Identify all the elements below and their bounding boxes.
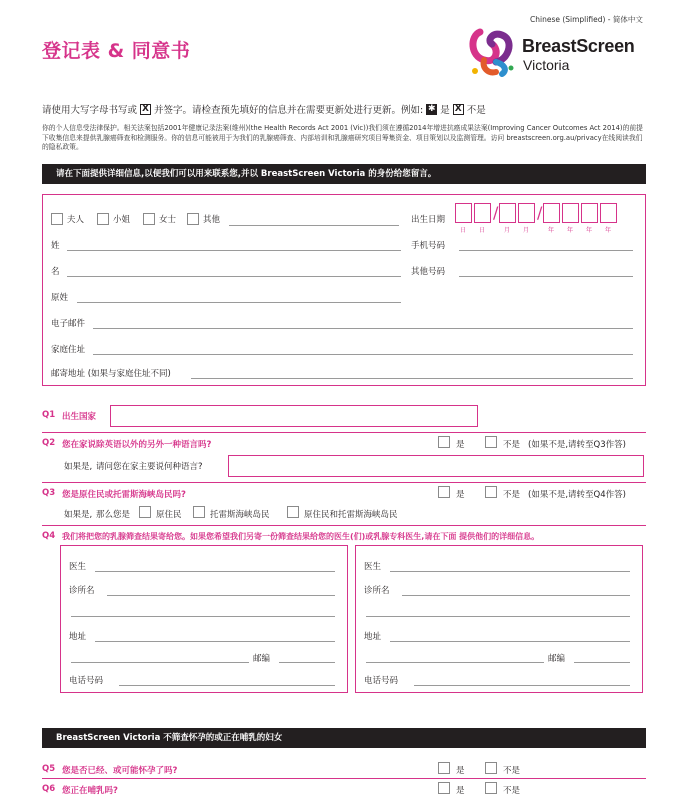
q2-no-note: (如果不是,请转至Q3作答) xyxy=(528,440,626,450)
postcode1-field[interactable] xyxy=(279,662,335,663)
torres-strait-label: 托雷斯海峡岛民 xyxy=(210,510,270,520)
q3-no-label: 不是 xyxy=(503,490,521,500)
q2-text: 您在家说除英语以外的另外一种语言吗? xyxy=(62,440,212,450)
aboriginal-checkbox[interactable] xyxy=(139,506,151,518)
dob-year3[interactable] xyxy=(581,203,598,223)
home-language-input[interactable] xyxy=(228,455,644,477)
q2-no-label: 不是 xyxy=(503,440,521,450)
dob-sublabel: 年 xyxy=(548,227,555,234)
dob-year1[interactable] xyxy=(543,203,560,223)
q2-followup-prefix: 如果是, xyxy=(64,462,93,472)
birth-country-input[interactable] xyxy=(110,405,478,427)
clinic1-field[interactable] xyxy=(107,595,335,596)
q1-text: 出生国家 xyxy=(62,412,97,422)
dob-sublabel: 月 xyxy=(523,227,530,234)
q3-followup-text: 那么您是 xyxy=(96,510,131,520)
dob-sublabel: 日 xyxy=(479,227,486,234)
q4-text: 我们将把您的乳腺筛查结果寄给您。如果您希望我们另寄一份筛查结果给您的医生(们)或乳腺专科医生,请在下面 提供他们的详细信息。 xyxy=(62,532,540,541)
q5-number: Q5 xyxy=(42,764,56,774)
clinic1-field-line2[interactable] xyxy=(71,616,335,617)
title-mrs-checkbox[interactable] xyxy=(51,213,63,225)
q3-followup-prefix: 如果是, xyxy=(64,510,93,520)
both-label: 原住民和托雷斯海峡岛民 xyxy=(304,510,398,520)
phone2-label: 电话号码 xyxy=(364,676,399,686)
divider xyxy=(42,432,646,433)
q3-no-note: (如果不是,请转至Q4作答) xyxy=(528,490,626,500)
phone1-field[interactable] xyxy=(119,685,335,686)
previous-name-field[interactable] xyxy=(77,302,401,303)
postal-address-field[interactable] xyxy=(191,378,633,379)
mobile-label: 手机号码 xyxy=(411,241,446,251)
title-other-line[interactable] xyxy=(229,225,399,226)
dob-year2[interactable] xyxy=(562,203,579,223)
q2-number: Q2 xyxy=(42,438,56,448)
breastscreen-logo-icon xyxy=(466,26,522,78)
q5-text: 您是否已经、或可能怀孕了吗? xyxy=(62,766,178,776)
title-other-label: 其他 xyxy=(203,215,221,225)
other-phone-label: 其他号码 xyxy=(411,267,446,277)
q2-yes-label: 是 xyxy=(456,440,465,450)
q5-no-checkbox[interactable] xyxy=(485,762,497,774)
surname-label: 姓 xyxy=(51,241,60,251)
phone1-label: 电话号码 xyxy=(69,676,104,686)
q5-yes-label: 是 xyxy=(456,766,465,776)
dob-sublabel: 月 xyxy=(504,227,511,234)
instructions-part2: 并签字。请检查预先填好的信息并在需要更新处进行更新。例如: xyxy=(154,105,424,116)
doctor2-label: 医生 xyxy=(364,562,382,572)
q2-no-checkbox[interactable] xyxy=(485,436,497,448)
address1-field[interactable] xyxy=(95,641,335,642)
q6-yes-checkbox[interactable] xyxy=(438,782,450,794)
q5-yes-checkbox[interactable] xyxy=(438,762,450,774)
mobile-field[interactable] xyxy=(459,250,633,251)
q5-no-label: 不是 xyxy=(503,766,521,776)
postcode2-field[interactable] xyxy=(574,662,630,663)
dob-sublabel: 年 xyxy=(605,227,612,234)
clinic2-field-line2[interactable] xyxy=(366,616,630,617)
doctor1-box xyxy=(60,545,348,693)
aboriginal-label: 原住民 xyxy=(156,510,182,520)
address2-field-line2[interactable] xyxy=(366,662,544,663)
q6-number: Q6 xyxy=(42,784,56,794)
given-name-label: 名 xyxy=(51,267,60,277)
section-contact-bar: 请在下面提供详细信息,以便我们可以用来联系您,并以 BreastScreen Victoria 的身份给您留言。 xyxy=(42,164,646,184)
postcode1-label: 邮编 xyxy=(253,654,271,664)
address2-label: 地址 xyxy=(364,632,382,642)
postal-address-label: 邮寄地址 (如果与家庭住址不同) xyxy=(51,369,171,379)
divider xyxy=(42,778,646,779)
email-label: 电子邮件 xyxy=(51,319,86,329)
previous-name-label: 原姓 xyxy=(51,293,69,303)
q6-no-label: 不是 xyxy=(503,786,521,796)
doctor2-field[interactable] xyxy=(390,571,630,572)
clinic1-label: 诊所名 xyxy=(69,586,95,596)
q2-yes-checkbox[interactable] xyxy=(438,436,450,448)
torres-strait-checkbox[interactable] xyxy=(193,506,205,518)
given-name-field[interactable] xyxy=(67,276,401,277)
form-title: 登记表 & 同意书 xyxy=(42,40,191,62)
address1-field-line2[interactable] xyxy=(71,662,249,663)
doctor1-label: 医生 xyxy=(69,562,87,572)
clinic2-field[interactable] xyxy=(402,595,630,596)
instructions-yes: 是 xyxy=(440,105,450,116)
language-label: Chinese (Simplified) - 简体中文 xyxy=(530,15,643,24)
personal-details-box xyxy=(42,194,646,386)
dob-sublabel: 日 xyxy=(460,227,467,234)
instructions-no: 不是 xyxy=(466,105,486,116)
phone2-field[interactable] xyxy=(414,685,630,686)
example-filled-box: ✱ xyxy=(427,103,436,114)
dob-month2[interactable] xyxy=(518,203,535,223)
address1-label: 地址 xyxy=(69,632,87,642)
privacy-notice: 你的个人信息受法律保护。相关法案包括2001年健康记录法案(维州)(the Health Records Act 2001 (Vic))我们须在遵循2014年增进抗癌成果法案(Improving Cancer Outcomes Act 2014)的前提下收集信息来提供乳腺癌筛查和检测服务。你的信息可能被用于为我们的乳腺癌筛查、内部培训和乳腺癌研究项目筹集资金、项目策划以及监测管理。访问 breastscreen.org.au/privacy在线阅读我们的隐私政策。 xyxy=(42,124,643,151)
other-phone-field[interactable] xyxy=(459,276,633,277)
title-ms-checkbox[interactable] xyxy=(143,213,155,225)
q1-number: Q1 xyxy=(42,410,56,420)
q6-text: 您正在哺乳吗? xyxy=(62,786,118,796)
dob-label: 出生日期 xyxy=(411,215,446,225)
dob-year4[interactable] xyxy=(600,203,617,223)
dob-sublabel: 年 xyxy=(586,227,593,234)
dob-day1[interactable] xyxy=(455,203,472,223)
address2-field[interactable] xyxy=(390,641,630,642)
dob-slash1: / xyxy=(493,203,499,222)
q2-followup-text: 请问您在家主要说何种语言? xyxy=(96,462,203,472)
logo-wordmark-line2: Victoria xyxy=(523,57,570,73)
title-mrs-label: 夫人 xyxy=(67,215,85,225)
doctor1-field[interactable] xyxy=(95,571,335,572)
home-address-field[interactable] xyxy=(93,354,633,355)
q4-number: Q4 xyxy=(42,531,56,541)
surname-field[interactable] xyxy=(67,250,401,251)
instructions-part1: 请使用大写字母书写或 xyxy=(42,105,138,116)
dob-day2[interactable] xyxy=(474,203,491,223)
q6-no-checkbox[interactable] xyxy=(485,782,497,794)
divider xyxy=(42,525,646,526)
home-address-label: 家庭住址 xyxy=(51,345,86,355)
logo-wordmark-line1: BreastScreen xyxy=(522,36,635,56)
dob-slash2: / xyxy=(537,203,543,222)
q3-number: Q3 xyxy=(42,488,56,498)
email-field[interactable] xyxy=(93,328,633,329)
title-ms-label: 女士 xyxy=(159,215,177,225)
instructions xyxy=(42,102,486,116)
example-x-box: X xyxy=(453,104,464,115)
title-miss-checkbox[interactable] xyxy=(97,213,109,225)
dob-month1[interactable] xyxy=(499,203,516,223)
section-pregnancy-bar: BreastScreen Victoria 不筛查怀孕的或正在哺乳的妇女 xyxy=(42,728,646,748)
q3-text: 您是原住民或托雷斯海峡岛民吗? xyxy=(62,490,186,500)
divider xyxy=(42,482,646,483)
example-mark-box: X xyxy=(140,104,151,115)
doctor2-box xyxy=(355,545,643,693)
title-miss-label: 小姐 xyxy=(113,215,131,225)
dob-sublabel: 年 xyxy=(567,227,574,234)
both-checkbox[interactable] xyxy=(287,506,299,518)
postcode2-label: 邮编 xyxy=(548,654,566,664)
q3-yes-checkbox[interactable] xyxy=(438,486,450,498)
title-other-checkbox[interactable] xyxy=(187,213,199,225)
clinic2-label: 诊所名 xyxy=(364,586,390,596)
q6-yes-label: 是 xyxy=(456,786,465,796)
q3-no-checkbox[interactable] xyxy=(485,486,497,498)
q3-yes-label: 是 xyxy=(456,490,465,500)
